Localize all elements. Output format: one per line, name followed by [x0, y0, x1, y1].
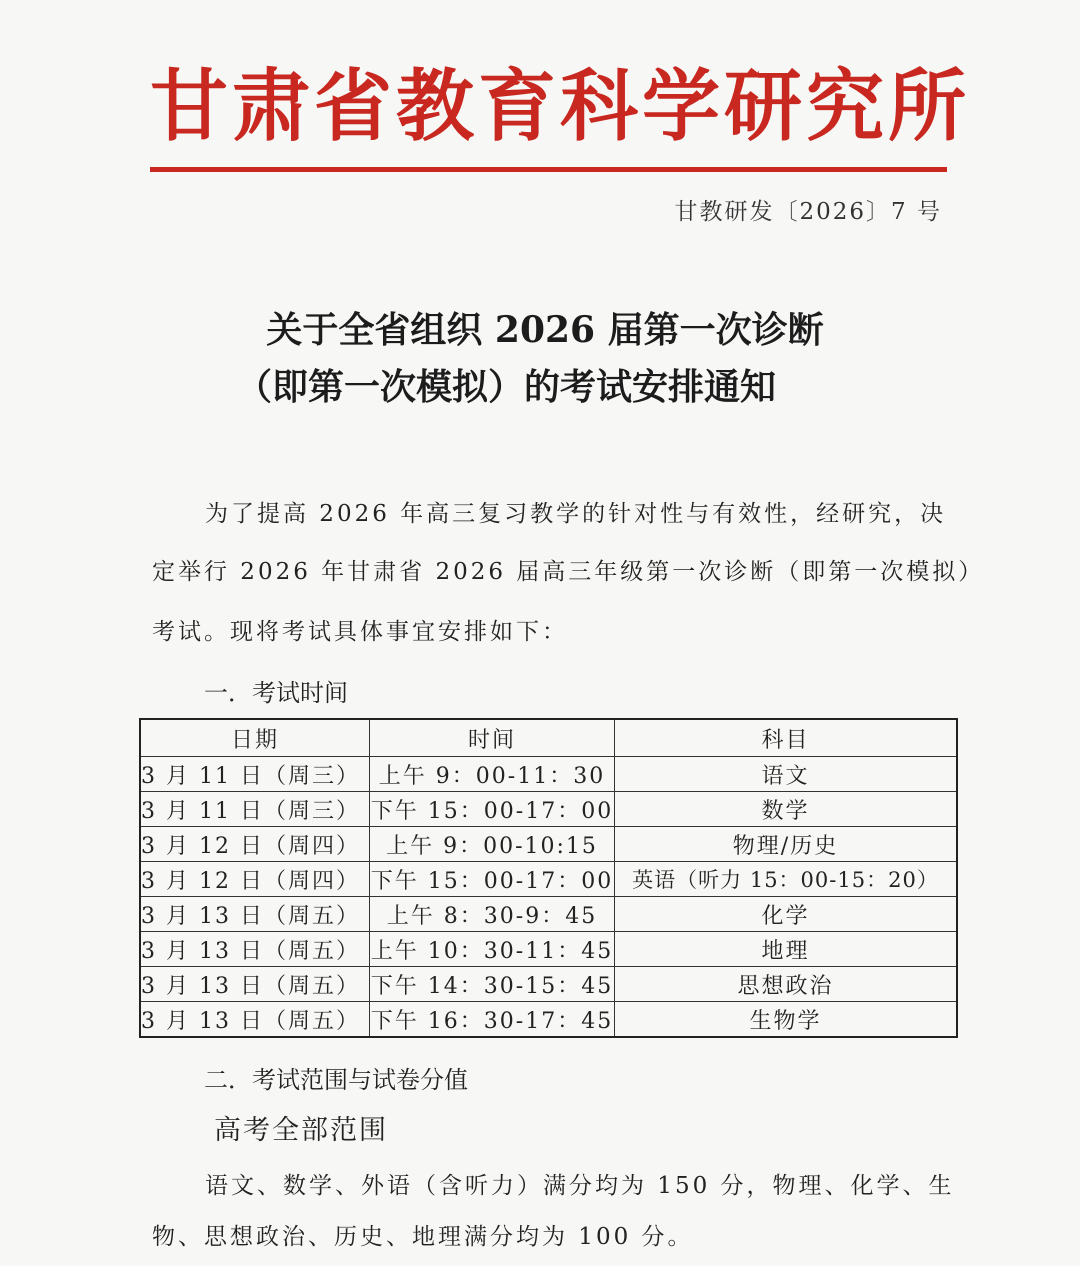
section-2-heading: 二．考试范围与试卷分值 — [204, 1066, 468, 1094]
table-row — [140, 897, 957, 932]
cell-time: 上午 9：00-10:15 — [370, 827, 615, 862]
cell-date: 3 月 12 日（周四） — [140, 827, 370, 862]
section-1-heading: 一．考试时间 — [204, 679, 348, 707]
cell-subject: 语文 — [615, 757, 958, 792]
cell-subject: 地理 — [615, 932, 958, 967]
table-row — [140, 827, 957, 862]
cell-date: 3 月 13 日（周五） — [140, 1002, 370, 1038]
intro-line-1: 为了提高 2026 年高三复习教学的针对性与有效性，经研究，决 — [205, 501, 947, 527]
cell-time: 上午 8：30-9：45 — [370, 897, 615, 932]
cell-time: 上午 10：30-11：45 — [370, 932, 615, 967]
column-header-subject: 科目 — [615, 719, 958, 757]
cell-time: 下午 16：30-17：45 — [370, 1002, 615, 1038]
cell-subject: 英语（听力 15：00-15：20） — [615, 862, 958, 897]
cell-time: 下午 15：00-17：00 — [370, 792, 615, 827]
table-row — [140, 862, 957, 897]
cell-subject: 生物学 — [615, 1002, 958, 1038]
organization-masthead: 甘肃省教育科学研究所 — [150, 62, 971, 152]
cell-subject: 思想政治 — [615, 967, 958, 1002]
cell-time: 下午 15：00-17：00 — [370, 862, 615, 897]
cell-date: 3 月 13 日（周五） — [140, 967, 370, 1002]
cell-time: 上午 9：00-11：30 — [370, 757, 615, 792]
cell-subject: 物理/历史 — [615, 827, 958, 862]
cell-time: 下午 14：30-15：45 — [370, 967, 615, 1002]
column-header-date: 日期 — [140, 719, 370, 757]
section-2-subheading: 高考全部范围 — [214, 1115, 388, 1146]
table-row — [140, 967, 957, 1002]
column-header-time: 时间 — [370, 719, 615, 757]
intro-line-2: 定举行 2026 年甘肃省 2026 届高三年级第一次诊断（即第一次模拟） — [152, 559, 985, 585]
exam-schedule-table — [139, 718, 958, 1038]
cell-subject: 数学 — [615, 792, 958, 827]
cell-date: 3 月 11 日（周三） — [140, 792, 370, 827]
cell-subject: 化学 — [615, 897, 958, 932]
cell-date: 3 月 13 日（周五） — [140, 897, 370, 932]
notice-title-line-1: 关于全省组织 2026 届第一次诊断 — [266, 309, 824, 351]
cell-date: 3 月 13 日（周五） — [140, 932, 370, 967]
document-number: 甘教研发〔2026〕7 号 — [674, 199, 942, 225]
cell-date: 3 月 11 日（周三） — [140, 757, 370, 792]
table-row — [140, 757, 957, 792]
notice-title-line-2: （即第一次模拟）的考试安排通知 — [236, 366, 777, 408]
score-line-2: 物、思想政治、历史、地理满分均为 100 分。 — [152, 1224, 694, 1250]
table-row — [140, 1002, 957, 1038]
table-row — [140, 932, 957, 967]
intro-line-3: 考试。现将考试具体事宜安排如下： — [152, 619, 568, 645]
cell-date: 3 月 12 日（周四） — [140, 862, 370, 897]
table-row — [140, 792, 957, 827]
red-divider-line — [150, 167, 947, 172]
table-header-row — [140, 719, 957, 757]
score-line-1: 语文、数学、外语（含听力）满分均为 150 分，物理、化学、生 — [205, 1173, 955, 1199]
